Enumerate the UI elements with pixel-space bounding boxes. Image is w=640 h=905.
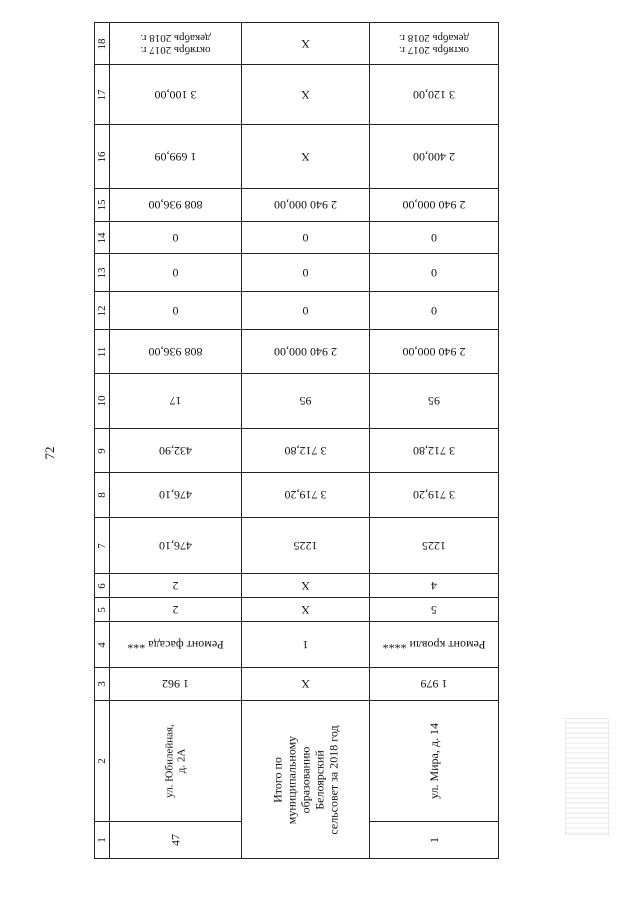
header-col-11: 11 — [95, 330, 110, 374]
scan-artifact — [565, 718, 609, 835]
cell-a-11: 808 936,00 — [110, 330, 242, 374]
cell-b-2-1-total: Итого по муниципальному образованию Белоярский сельсовет за 2018 год — [242, 701, 370, 859]
cell-a-2: ул. Юбилейная, д. 2А — [110, 701, 242, 822]
header-col-7: 7 — [95, 518, 110, 574]
cell-b-13: 0 — [242, 254, 370, 292]
header-col-15: 15 — [95, 189, 110, 222]
header-col-2: 2 — [95, 701, 110, 822]
cell-b-14: 0 — [242, 222, 370, 254]
cell-b-3: X — [242, 668, 370, 701]
cell-b-17: X — [242, 65, 370, 125]
cell-a-3: 1 962 — [110, 668, 242, 701]
header-col-14: 14 — [95, 222, 110, 254]
cell-a-18: октябрь 2017 г. декабрь 2018 г. — [110, 23, 242, 65]
cell-b-5: X — [242, 598, 370, 622]
cell-b-11: 2 940 000,00 — [242, 330, 370, 374]
header-col-17: 17 — [95, 65, 110, 125]
cell-c-2: ул. Мира, д. 14 — [370, 701, 499, 822]
cell-a-8: 476,10 — [110, 473, 242, 518]
cell-a-15: 808 936,00 — [110, 189, 242, 222]
cell-a-13: 0 — [110, 254, 242, 292]
cell-a-10: 17 — [110, 374, 242, 429]
cell-a-14: 0 — [110, 222, 242, 254]
header-col-5: 5 — [95, 598, 110, 622]
cell-a-7: 476,10 — [110, 518, 242, 574]
cell-c-16: 2 400,00 — [370, 125, 499, 189]
cell-b-9: 3 712,80 — [242, 429, 370, 473]
cell-c-7: 1225 — [370, 518, 499, 574]
cell-b-16: X — [242, 125, 370, 189]
cell-c-12: 0 — [370, 292, 499, 330]
header-col-18: 18 — [95, 23, 110, 65]
cell-a-4: Ремонт фасада *** — [110, 622, 242, 668]
cell-c-11: 2 940 000,00 — [370, 330, 499, 374]
header-col-13: 13 — [95, 254, 110, 292]
header-col-4: 4 — [95, 622, 110, 668]
cell-b-8: 3 719,20 — [242, 473, 370, 518]
cell-b-10: 95 — [242, 374, 370, 429]
cell-c-6: 4 — [370, 574, 499, 598]
cell-c-14: 0 — [370, 222, 499, 254]
header-col-9: 9 — [95, 429, 110, 473]
cell-c-8: 3 719,20 — [370, 473, 499, 518]
header-col-16: 16 — [95, 125, 110, 189]
cell-c-1: 1 — [370, 822, 499, 859]
cell-c-4: Ремонт кровли **** — [370, 622, 499, 668]
cell-c-13: 0 — [370, 254, 499, 292]
data-table — [94, 22, 499, 859]
header-col-1: 1 — [95, 822, 110, 859]
cell-b-7: 1225 — [242, 518, 370, 574]
header-col-6: 6 — [95, 574, 110, 598]
cell-a-1: 47 — [110, 822, 242, 859]
cell-a-17: 3 100,00 — [110, 65, 242, 125]
cell-c-17: 3 120,00 — [370, 65, 499, 125]
cell-c-3: 1 979 — [370, 668, 499, 701]
cell-b-4: 1 — [242, 622, 370, 668]
cell-b-12: 0 — [242, 292, 370, 330]
cell-a-6: 2 — [110, 574, 242, 598]
cell-b-15: 2 940 000,00 — [242, 189, 370, 222]
cell-c-10: 95 — [370, 374, 499, 429]
cell-a-12: 0 — [110, 292, 242, 330]
header-col-3: 3 — [95, 668, 110, 701]
cell-a-9: 432,90 — [110, 429, 242, 473]
cell-c-9: 3 712,80 — [370, 429, 499, 473]
page-number: 72 — [42, 446, 57, 460]
cell-b-6: X — [242, 574, 370, 598]
cell-b-18: X — [242, 23, 370, 65]
cell-c-5: 5 — [370, 598, 499, 622]
header-col-8: 8 — [95, 473, 110, 518]
header-col-10: 10 — [95, 374, 110, 429]
header-col-12: 12 — [95, 292, 110, 330]
cell-c-18: октябрь 2017 г. декабрь 2018 г. — [370, 23, 499, 65]
cell-a-5: 2 — [110, 598, 242, 622]
cell-a-16: 1 699,09 — [110, 125, 242, 189]
cell-c-15: 2 940 000,00 — [370, 189, 499, 222]
